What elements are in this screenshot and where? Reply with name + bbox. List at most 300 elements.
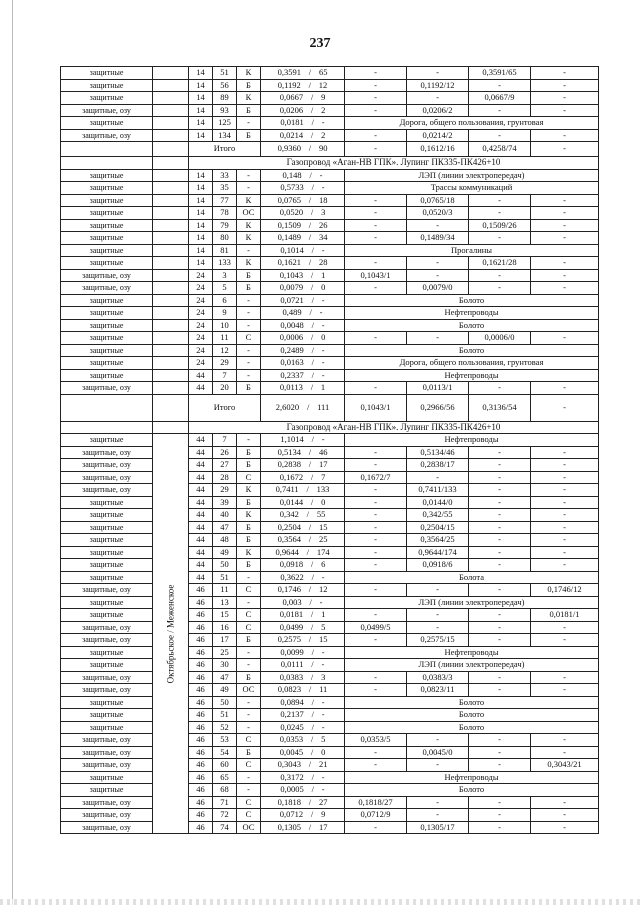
area-cell [261, 709, 345, 722]
species-cell: ОС [237, 207, 261, 220]
land-category-cell: защитные [61, 232, 153, 245]
land-category-cell: защитные, озу [61, 282, 153, 295]
area-cell [261, 257, 345, 270]
table-row [61, 546, 599, 559]
fraction-slash: / [310, 471, 314, 482]
compartment-cell: 49 [213, 546, 237, 559]
blank-cell [153, 369, 189, 382]
quarter-cell: 46 [189, 684, 213, 697]
category-1-cell: - [345, 92, 407, 105]
category-4-cell: - [531, 621, 599, 634]
compartment-cell: 72 [213, 809, 237, 822]
category-3-cell: - [469, 671, 531, 684]
region-label: Октябрьское / Меженское [164, 584, 175, 683]
category-4-cell: - [531, 746, 599, 759]
stock-value: 34 [318, 232, 328, 242]
fraction-slash: / [308, 194, 312, 205]
area-cell [261, 509, 345, 522]
category-3-cell: - [469, 104, 531, 117]
quarter-cell: 14 [189, 207, 213, 220]
category-1-cell: - [345, 509, 407, 522]
blank-cell [153, 344, 189, 357]
category-3-cell: - [469, 446, 531, 459]
fraction-slash: / [310, 207, 314, 217]
stock-value: - [321, 117, 325, 127]
blank-cell [153, 294, 189, 307]
stock-value: 28 [318, 257, 328, 267]
species-cell: - [237, 709, 261, 722]
stock-value: 15 [318, 634, 328, 644]
category-2-cell: - [407, 67, 469, 80]
species-cell: Б [237, 104, 261, 117]
compartment-cell: 78 [213, 207, 237, 220]
table-row [61, 596, 599, 609]
species-cell: Б [237, 521, 261, 534]
area-value: 0,0079 [279, 282, 304, 292]
area-value: 0,1014 [280, 244, 304, 255]
table-row [61, 521, 599, 534]
species-cell: К [237, 67, 261, 80]
compartment-cell: 16 [213, 621, 237, 634]
category-3-cell: - [469, 609, 531, 622]
table-row [61, 509, 599, 522]
stock-value: 55 [316, 509, 326, 519]
land-category-cell: защитные, озу [61, 671, 153, 684]
table-row [61, 344, 599, 357]
area-value: 0,0099 [280, 646, 304, 657]
land-category-cell: защитные [61, 771, 153, 784]
span-note-cell: Дорога, общего пользования, грунтовая [345, 357, 599, 370]
blank-cell [153, 269, 189, 282]
category-4-cell: - [531, 92, 599, 105]
blank-cell [153, 157, 189, 170]
quarter-cell: 44 [189, 546, 213, 559]
fraction-slash: / [310, 559, 314, 569]
fraction-slash: / [306, 484, 309, 494]
land-category-cell: защитные, озу [61, 809, 153, 822]
fraction-slash: / [308, 446, 312, 457]
region-cell [153, 434, 189, 834]
stock-value: 1 [321, 609, 326, 619]
compartment-cell: 13 [213, 596, 237, 609]
species-cell: С [237, 332, 261, 345]
land-category-cell: защитные [61, 332, 153, 345]
area-cell [261, 546, 345, 559]
category-3-cell: - [469, 634, 531, 647]
stock-value: - [321, 771, 325, 782]
area-cell [261, 696, 345, 709]
blank-cell [61, 421, 153, 434]
category-4-cell: - [531, 129, 599, 142]
blank-cell [153, 79, 189, 92]
quarter-cell: 14 [189, 232, 213, 245]
span-note-cell: ЛЭП (линии электропередач) [345, 596, 599, 609]
quarter-cell: 46 [189, 771, 213, 784]
table-row [61, 759, 599, 772]
category-2-cell: 0,0206/2 [407, 104, 469, 117]
area-value: 0,5134 [277, 446, 301, 457]
table-row [61, 294, 599, 307]
species-cell: Б [237, 459, 261, 472]
table-row [61, 659, 599, 672]
land-category-cell: защитные, озу [61, 746, 153, 759]
span-note-cell: Нефтепроводы [345, 646, 599, 659]
land-category-cell: защитные [61, 219, 153, 232]
species-cell: ОС [237, 684, 261, 697]
quarter-cell: 46 [189, 734, 213, 747]
species-cell: Б [237, 496, 261, 509]
stock-value: 17 [318, 821, 328, 832]
area-value: 0,0823 [277, 684, 302, 694]
stock-value: - [321, 709, 325, 719]
blank-cell [153, 282, 189, 295]
fraction-slash: / [308, 534, 312, 544]
species-cell: С [237, 584, 261, 597]
stock-value: 6 [321, 559, 326, 569]
fraction-slash: / [308, 759, 312, 769]
fraction-slash: / [308, 232, 312, 242]
area-value: 0,3564 [277, 534, 301, 544]
category-3-cell: - [469, 509, 531, 522]
category-2-cell: - [407, 796, 469, 809]
quarter-cell: 14 [189, 169, 213, 182]
land-category-cell: защитные [61, 496, 153, 509]
category-1-cell: - [345, 382, 407, 395]
blank-cell [153, 244, 189, 257]
compartment-cell: 52 [213, 721, 237, 734]
area-value: 0,342 [279, 509, 299, 519]
span-note-cell: Трассы коммуникаций [345, 182, 599, 195]
category-1-cell: 0,0712/9 [345, 809, 407, 822]
area-value: 0,9644 [275, 546, 299, 557]
category-1-cell: - [345, 559, 407, 572]
land-category-cell: защитные, озу [61, 759, 153, 772]
land-category-cell: защитные [61, 559, 153, 572]
stock-value: - [321, 294, 325, 305]
table-row [61, 319, 599, 332]
area-cell [261, 219, 345, 232]
species-cell: - [237, 721, 261, 734]
compartment-cell: 54 [213, 746, 237, 759]
category-1-cell: - [345, 759, 407, 772]
land-category-cell: защитные [61, 79, 153, 92]
area-value: 0,0005 [280, 784, 304, 794]
species-cell: Б [237, 446, 261, 459]
category-2-cell: 0,1192/12 [407, 79, 469, 92]
category-4-cell: - [531, 382, 599, 395]
area-cell [261, 142, 345, 157]
table-row [61, 709, 599, 722]
table-row [61, 129, 599, 142]
span-note-cell: Нефтепроводы [345, 369, 599, 382]
category-4-cell: - [531, 684, 599, 697]
category-4-cell: - [531, 671, 599, 684]
species-cell: С [237, 809, 261, 822]
table-row [61, 534, 599, 547]
area-value: 0,0894 [280, 696, 304, 707]
area-cell [261, 496, 345, 509]
category-3-cell: - [469, 484, 531, 497]
fraction-slash: / [311, 659, 314, 669]
stock-value: 46 [318, 446, 328, 457]
quarter-cell: 24 [189, 269, 213, 282]
stock-value: - [321, 659, 325, 669]
species-cell: К [237, 509, 261, 522]
stock-value: 18 [318, 194, 328, 205]
quarter-cell: 44 [189, 434, 213, 447]
compartment-cell: 40 [213, 509, 237, 522]
blank-cell [153, 194, 189, 207]
compartment-cell: 12 [213, 344, 237, 357]
stock-value: - [321, 646, 325, 657]
land-category-cell: защитные [61, 357, 153, 370]
compartment-cell: 49 [213, 684, 237, 697]
span-note-cell: ЛЭП (линии электропередач) [345, 659, 599, 672]
stock-value: 90 [318, 143, 328, 154]
category-4-cell: - [531, 521, 599, 534]
stock-value: 65 [318, 67, 328, 77]
fraction-slash: / [308, 634, 312, 644]
area-cell [261, 746, 345, 759]
land-category-cell: защитные [61, 257, 153, 270]
span-note-cell: ЛЭП (линии электропередач) [345, 169, 599, 182]
category-4-cell: - [531, 194, 599, 207]
area-value: 0,0113 [279, 382, 303, 392]
fraction-slash: / [308, 143, 312, 154]
quarter-cell: 46 [189, 659, 213, 672]
stock-value: 1 [321, 269, 326, 280]
category-4-cell: 0,0181/1 [531, 609, 599, 622]
area-value: 0,9360 [277, 143, 301, 154]
stock-value: 1 [320, 382, 326, 392]
quarter-cell: 24 [189, 282, 213, 295]
blank-cell [153, 394, 189, 421]
compartment-cell: 89 [213, 92, 237, 105]
stock-value: 9 [321, 92, 326, 102]
quarter-cell: 14 [189, 244, 213, 257]
blank-cell [153, 357, 189, 370]
compartment-cell: 5 [213, 282, 237, 295]
category-4-cell: - [531, 332, 599, 345]
category-1-cell: - [345, 207, 407, 220]
table-row [61, 232, 599, 245]
land-category-cell: защитные, озу [61, 471, 153, 484]
area-cell [261, 446, 345, 459]
area-value: 0,1305 [277, 821, 301, 832]
table-row [61, 194, 599, 207]
stock-value: - [319, 596, 323, 607]
category-3-cell: - [469, 559, 531, 572]
table-row [61, 746, 599, 759]
area-cell [261, 207, 345, 220]
category-4-cell: - [531, 142, 599, 157]
blank-cell [153, 117, 189, 130]
fraction-slash: / [311, 244, 314, 255]
compartment-cell: 30 [213, 659, 237, 672]
area-cell [261, 394, 345, 421]
table-row [61, 471, 599, 484]
fraction-slash: / [310, 129, 314, 140]
area-cell [261, 659, 345, 672]
species-cell: Б [237, 382, 261, 395]
span-note-cell: Прогалины [345, 244, 599, 257]
area-value: 0,3622 [280, 571, 304, 582]
area-value: 0,2337 [280, 369, 304, 380]
category-4-cell: - [531, 821, 599, 834]
span-note-cell: Болото [345, 696, 599, 709]
total-row [61, 142, 599, 157]
table-body [61, 67, 599, 834]
fraction-slash: / [311, 319, 314, 330]
quarter-cell: 44 [189, 369, 213, 382]
compartment-cell: 51 [213, 67, 237, 80]
scan-edge-line [12, 0, 13, 905]
fraction-slash: / [310, 104, 314, 115]
area-cell [261, 67, 345, 80]
category-3-cell: 0,1509/26 [469, 219, 531, 232]
area-value: 0,3172 [280, 771, 304, 782]
table-row [61, 734, 599, 747]
area-value: 0,0206 [279, 104, 304, 115]
table-row [61, 721, 599, 734]
quarter-cell: 46 [189, 609, 213, 622]
category-2-cell: 0,0113/1 [407, 382, 469, 395]
land-category-cell: защитные [61, 434, 153, 447]
fraction-slash: / [311, 721, 314, 732]
area-cell [261, 521, 345, 534]
stock-value: - [319, 169, 323, 180]
blank-cell [153, 232, 189, 245]
blank-cell [61, 157, 153, 170]
table-row [61, 434, 599, 447]
category-4-cell: - [531, 484, 599, 497]
table-row [61, 104, 599, 117]
land-category-cell: защитные [61, 207, 153, 220]
species-cell: К [237, 92, 261, 105]
quarter-cell: 24 [189, 344, 213, 357]
category-1-cell: 0,1043/1 [345, 394, 407, 421]
section-heading: Газопровод «Аган-НВ ГПК». Лупинг ПК335-ПК426+10 [189, 157, 599, 170]
span-note-cell: Болото [345, 709, 599, 722]
blank-cell [153, 104, 189, 117]
species-cell: - [237, 659, 261, 672]
table-row [61, 684, 599, 697]
category-2-cell: 0,342/55 [407, 509, 469, 522]
quarter-cell: 44 [189, 509, 213, 522]
table-row [61, 257, 599, 270]
compartment-cell: 134 [213, 129, 237, 142]
area-value: 0,2838 [277, 459, 301, 469]
compartment-cell: 39 [213, 496, 237, 509]
land-category-cell: защитные [61, 92, 153, 105]
category-3-cell: - [469, 282, 531, 295]
land-category-cell: защитные [61, 117, 153, 130]
table-row [61, 696, 599, 709]
category-3-cell: - [469, 269, 531, 282]
area-value: 0,2575 [277, 634, 301, 644]
quarter-cell: 24 [189, 307, 213, 320]
table-row [61, 784, 599, 797]
category-4-cell: - [531, 207, 599, 220]
area-cell [261, 434, 345, 447]
section-heading-row [61, 157, 599, 170]
category-1-cell: - [345, 232, 407, 245]
land-category-cell: защитные [61, 294, 153, 307]
species-cell: Б [237, 559, 261, 572]
fraction-slash: / [311, 646, 314, 657]
area-value: 0,148 [282, 169, 302, 180]
stock-value: 3 [321, 207, 326, 217]
area-cell [261, 809, 345, 822]
category-1-cell: - [345, 684, 407, 697]
species-cell: Б [237, 269, 261, 282]
area-value: 0,0712 [279, 809, 304, 819]
area-value: 0,0245 [280, 721, 304, 732]
species-cell: - [237, 344, 261, 357]
compartment-cell: 29 [213, 357, 237, 370]
area-cell [261, 169, 345, 182]
quarter-cell: 44 [189, 496, 213, 509]
table-row [61, 244, 599, 257]
land-category-cell: защитные, озу [61, 821, 153, 834]
species-cell: ОС [237, 821, 261, 834]
category-4-cell: - [531, 446, 599, 459]
category-3-cell: 0,0667/9 [469, 92, 531, 105]
fraction-slash: / [308, 821, 312, 832]
area-cell [261, 459, 345, 472]
fraction-slash: / [308, 459, 312, 469]
fraction-slash: / [311, 117, 314, 127]
category-3-cell: 0,0006/0 [469, 332, 531, 345]
land-category-cell: защитные [61, 521, 153, 534]
category-3-cell: - [469, 584, 531, 597]
compartment-cell: 11 [213, 584, 237, 597]
category-3-cell: - [469, 79, 531, 92]
compartment-cell: 71 [213, 796, 237, 809]
category-1-cell: - [345, 459, 407, 472]
species-cell: С [237, 759, 261, 772]
blank-cell [153, 257, 189, 270]
span-note-cell: Нефтепроводы [345, 771, 599, 784]
category-1-cell: - [345, 67, 407, 80]
species-cell: Б [237, 634, 261, 647]
area-cell [261, 634, 345, 647]
species-cell: Б [237, 79, 261, 92]
category-3-cell: - [469, 821, 531, 834]
land-category-cell: защитные, озу [61, 684, 153, 697]
fraction-slash: / [308, 684, 312, 694]
compartment-cell: 20 [213, 382, 237, 395]
category-1-cell: - [345, 671, 407, 684]
fraction-slash: / [310, 734, 314, 744]
category-2-cell: 0,1305/17 [407, 821, 469, 834]
compartment-cell: 26 [213, 446, 237, 459]
compartment-cell: 81 [213, 244, 237, 257]
table-row [61, 79, 599, 92]
area-cell [261, 534, 345, 547]
area-cell [261, 307, 345, 320]
table-row [61, 219, 599, 232]
area-value: 1,1014 [280, 434, 304, 444]
fraction-slash: / [308, 796, 312, 807]
stock-value: - [321, 369, 325, 380]
area-cell [261, 571, 345, 584]
land-category-cell: защитные, озу [61, 129, 153, 142]
table-row [61, 671, 599, 684]
stock-value: 174 [316, 546, 330, 557]
area-cell [261, 734, 345, 747]
area-cell [261, 294, 345, 307]
